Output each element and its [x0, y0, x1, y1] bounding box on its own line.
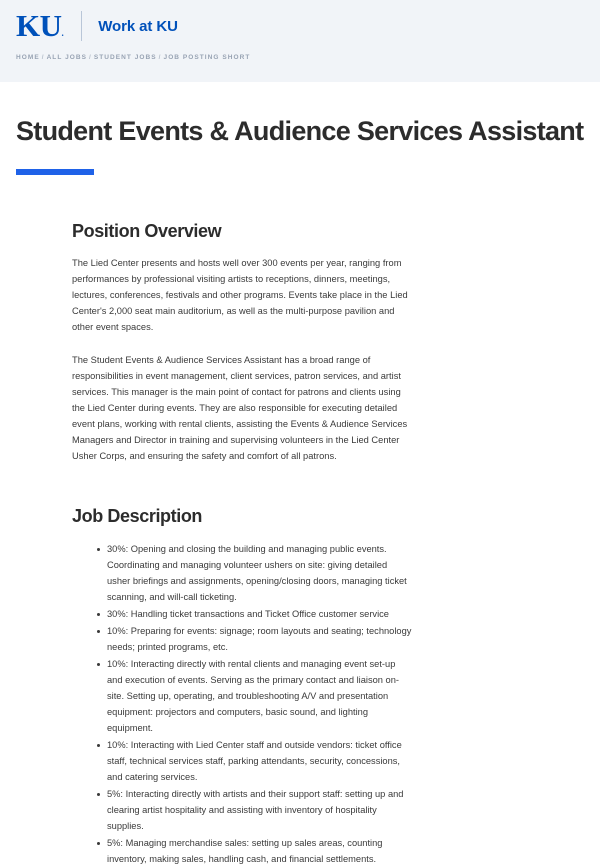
job-description-item: 10%: Preparing for events: signage; room layouts and seating; technology needs; printed programs, etc. — [97, 624, 412, 656]
site-header — [0, 0, 600, 82]
breadcrumb-separator: / — [41, 54, 45, 61]
breadcrumb-item[interactable]: STUDENT JOBS — [93, 54, 157, 61]
ku-logo-text: KU — [16, 7, 62, 43]
brand-title[interactable]: Work at KU — [98, 17, 178, 35]
breadcrumb-item[interactable]: JOB POSTING SHORT — [163, 54, 251, 61]
section-heading-position-overview: Position Overview — [72, 221, 222, 242]
breadcrumb-item[interactable]: HOME — [16, 54, 40, 61]
job-description-item: 10%: Interacting with Lied Center staff and outside vendors: ticket office staff, technical services staff, parking attendants, security, concessions, and catering services. — [97, 738, 412, 786]
ku-logo-trademark: . — [61, 27, 64, 38]
position-overview-paragraph: The Lied Center presents and hosts well over 300 events per year, ranging from performances by professional visiting artists to receptions, dinners, meetings, lectures, conferences, festivals and other programs. Events take place in the Lied Center's 2,000 seat main auditorium, as well as the multi-purpose pavilion and other event spaces. — [72, 258, 408, 332]
position-overview-paragraph: The Student Events & Audience Services Assistant has a broad range of responsibilities in event management, client services, patron services, and artist services. This manager is the main point of contact for patrons and clients using the Lied Center during events. They are also responsible for executing detailed event plans, working with rental clients, assisting the Events & Audience Services Managers and Director in training and supervising volunteers in the Lied Center Usher Corps, and ensuring the safety and comfort of all patrons. — [72, 354, 408, 461]
title-block — [0, 82, 600, 175]
page-title: Student Events & Audience Services Assistant — [16, 116, 584, 146]
job-description-item: 30%: Handling ticket transactions and Ticket Office customer service — [97, 607, 412, 623]
ku-logo[interactable] — [16, 7, 64, 43]
breadcrumb-separator: / — [158, 54, 162, 61]
job-description-item: 30%: Opening and closing the building and managing public events. Coordinating and managing volunteer ushers on site: giving detailed usher briefings and assignments, opening/closing doors, managing ticket scanning, and will-call ticketing. — [97, 542, 412, 606]
breadcrumb — [0, 40, 600, 61]
job-description-item: 5%: Interacting directly with artists and their support staff: setting up and clearing artist hospitality and assisting with inventory of hospitality supplies. — [97, 787, 412, 835]
job-posting-content — [0, 175, 412, 868]
job-description-item: 5%: Managing merchandise sales: setting up sales areas, counting inventory, making sales, handling cash, and financial settlements. — [97, 836, 412, 868]
job-description-item: 10%: Interacting directly with rental clients and managing event set-up and execution of events. Serving as the primary contact and liaison on-site. Setting up, operating, and troubleshooting A/V and presentation equipment: projectors and computers, basic sound, and lighting equipment. — [97, 657, 412, 737]
brand-row — [0, 0, 600, 43]
breadcrumb-separator: / — [89, 54, 92, 61]
job-description-list — [72, 542, 412, 868]
breadcrumb-item[interactable]: ALL JOBS — [46, 54, 87, 61]
section-heading-job-description: Job Description — [72, 505, 203, 526]
brand-divider — [81, 11, 82, 41]
